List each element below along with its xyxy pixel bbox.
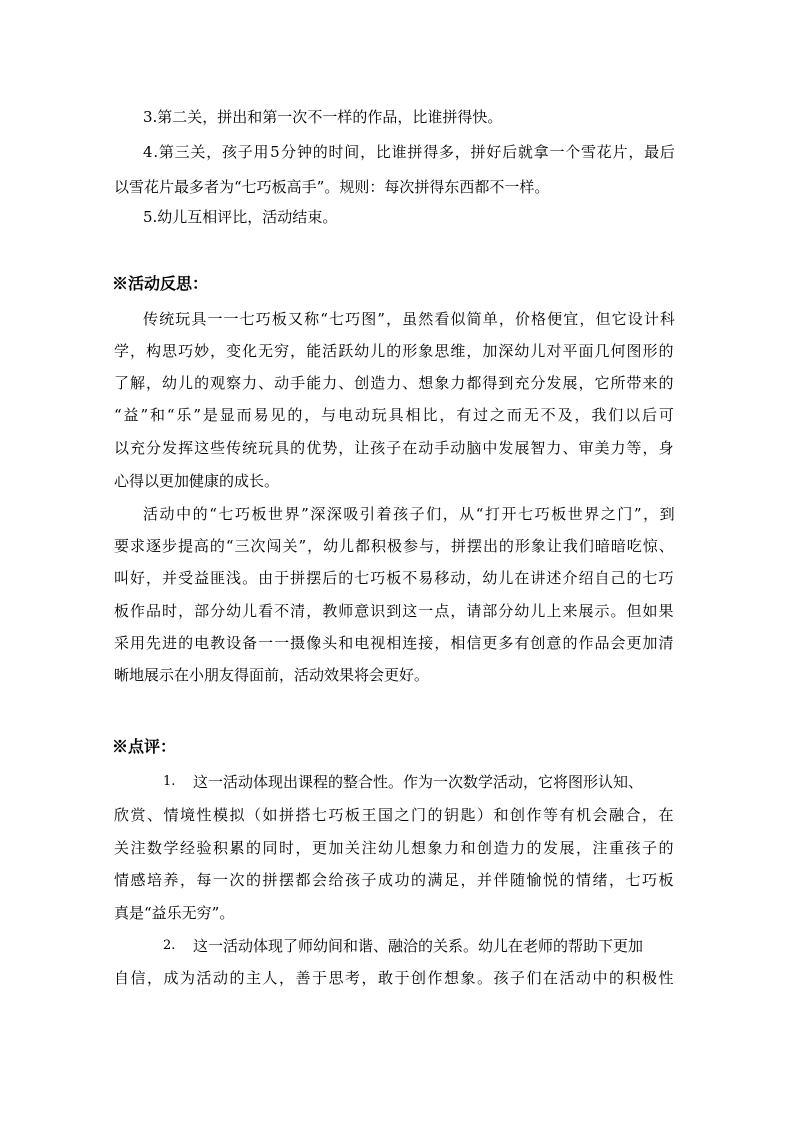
reflection-p2-line-5: 采 用 先 进 的 电 教 设 备 一 一 摄 像 头 和 电 视 相 连 接 ， 相 信 更 多 有 创 意 的 作 品 会 更 加 清 bbox=[114, 634, 674, 652]
comment-item-2-line-2: 自 信 ， 成 为 活 动 的 主 人 ， 善 于 思 考 ， 敢 于 创 作 想 象 。 孩 子 们 在 活 动 中 的 积 极 性 bbox=[114, 969, 674, 987]
reflection-p1-line-1: 传 统 玩 具 一 一 七 巧 板 又 称 “ 七 巧 图 ” ， 虽 然 看 似 简 单 ， 价 格 便 宜 ， 但 它 设 计 科 bbox=[143, 310, 675, 328]
comment-item-1-line-1 bbox=[163, 772, 675, 792]
comment-item-2-line-1 bbox=[163, 936, 675, 956]
reflection-p2-line-6: 晰地展示在小朋友得面前，活动效果将会更好。 bbox=[114, 666, 430, 684]
step-3-text: 3.第二关，拼出和第一次不一样的作品，比谁拼得快。 bbox=[143, 108, 503, 126]
reflection-p1-line-6: 心得以更加健康的成长。 bbox=[114, 472, 280, 490]
reflection-p1-line-2: 学 ， 构 思 巧 妙 ， 变 化 无 穷 ， 能 活 跃 幼 儿 的 形 象 思 维 ， 加 深 幼 儿 对 平 面 几 何 图 形 的 bbox=[114, 342, 674, 360]
comment-item-1-line-5: 真是“益乐无穷”。 bbox=[114, 904, 235, 922]
comment-item-2-number: 2. bbox=[163, 938, 176, 953]
comment-item-1-line-3: 关 注 数 学 经 验 积 累 的 同 时 ， 更 加 关 注 幼 儿 想 象 力 和 创 造 力 的 发 展 ， 注 重 孩 子 的 bbox=[114, 839, 674, 857]
comment-item-1-text-1: 这一活动体现出课程的整合性。作为一次数学活动，它将图形认知、 bbox=[193, 773, 644, 791]
comment-heading: ※点评： bbox=[112, 737, 177, 756]
step-4-line-2: 以雪花片最多者为“七巧板高手”。规则：每次拼得东西都不一样。 bbox=[114, 178, 550, 196]
comment-item-1-number: 1. bbox=[163, 774, 176, 789]
comment-item-1-line-2: 欣 赏 、 情 境 性 模 拟 （ 如 拼 搭 七 巧 板 王 国 之 门 的 钥 匙 ） 和 创 作 等 有 机 会 融 合 ， 在 bbox=[114, 806, 674, 824]
reflection-p2-line-2: 要 求 逐 步 提 高 的 “ 三 次 闯 关 ” ， 幼 儿 都 积 极 参 与 ， 拼 摆 出 的 形 象 让 我 们 暗 暗 吃 惊 、 bbox=[114, 537, 674, 555]
reflection-p2-line-3: 叫 好 ， 并 受 益 匪 浅 。 由 于 拼 摆 后 的 七 巧 板 不 易 移 动 ， 幼 儿 在 讲 述 介 绍 自 己 的 七 巧 bbox=[114, 569, 674, 587]
step-4-line-1: 4 . 第 三 关 ， 孩 子 用 5 分 钟 的 时 间 ， 比 谁 拼 得 多 ， 拼 好 后 就 拿 一 个 雪 花 片 ， 最 后 bbox=[143, 143, 675, 161]
reflection-p2-line-4: 板 作 品 时 ， 部 分 幼 儿 看 不 清 ， 教 师 意 识 到 这 一 点 ， 请 部 分 幼 儿 上 来 展 示 。 但 如 果 bbox=[114, 602, 674, 620]
reflection-heading: ※活动反思： bbox=[112, 274, 209, 293]
reflection-p1-line-5: 以 充 分 发 挥 这 些 传 统 玩 具 的 优 势 ， 让 孩 子 在 动 手 动 脑 中 发 展 智 力 、 审 美 力 等 ， 身 bbox=[114, 439, 674, 457]
comment-item-1-line-4: 情 感 培 养 ， 每 一 次 的 拼 摆 都 会 给 孩 子 成 功 的 满 足 ， 并 伴 随 愉 悦 的 情 绪 ， 七 巧 板 bbox=[114, 871, 674, 889]
comment-item-2-text-1: 这一活动体现了师幼间和谐、融洽的关系。幼儿在老师的帮助下更加 bbox=[193, 937, 644, 955]
step-5-text: 5.幼儿互相评比，活动结束。 bbox=[143, 208, 338, 226]
reflection-p1-line-4: “ 益 ” 和 “ 乐 ” 是 显 而 易 见 的 ， 与 电 动 玩 具 相 比 ， 有 过 之 而 无 不 及 ， 我 们 以 后 可 bbox=[114, 406, 674, 424]
reflection-p1-line-3: 了 解 ， 幼 儿 的 观 察 力 、 动 手 能 力 、 创 造 力 、 想 象 力 都 得 到 充 分 发 展 ， 它 所 带 来 的 bbox=[114, 374, 674, 392]
reflection-p2-line-1: 活 动 中 的 “ 七 巧 板 世 界 ” 深 深 吸 引 着 孩 子 们 ， 从 “ 打 开 七 巧 板 世 界 之 门 ” ， 到 bbox=[143, 505, 675, 523]
